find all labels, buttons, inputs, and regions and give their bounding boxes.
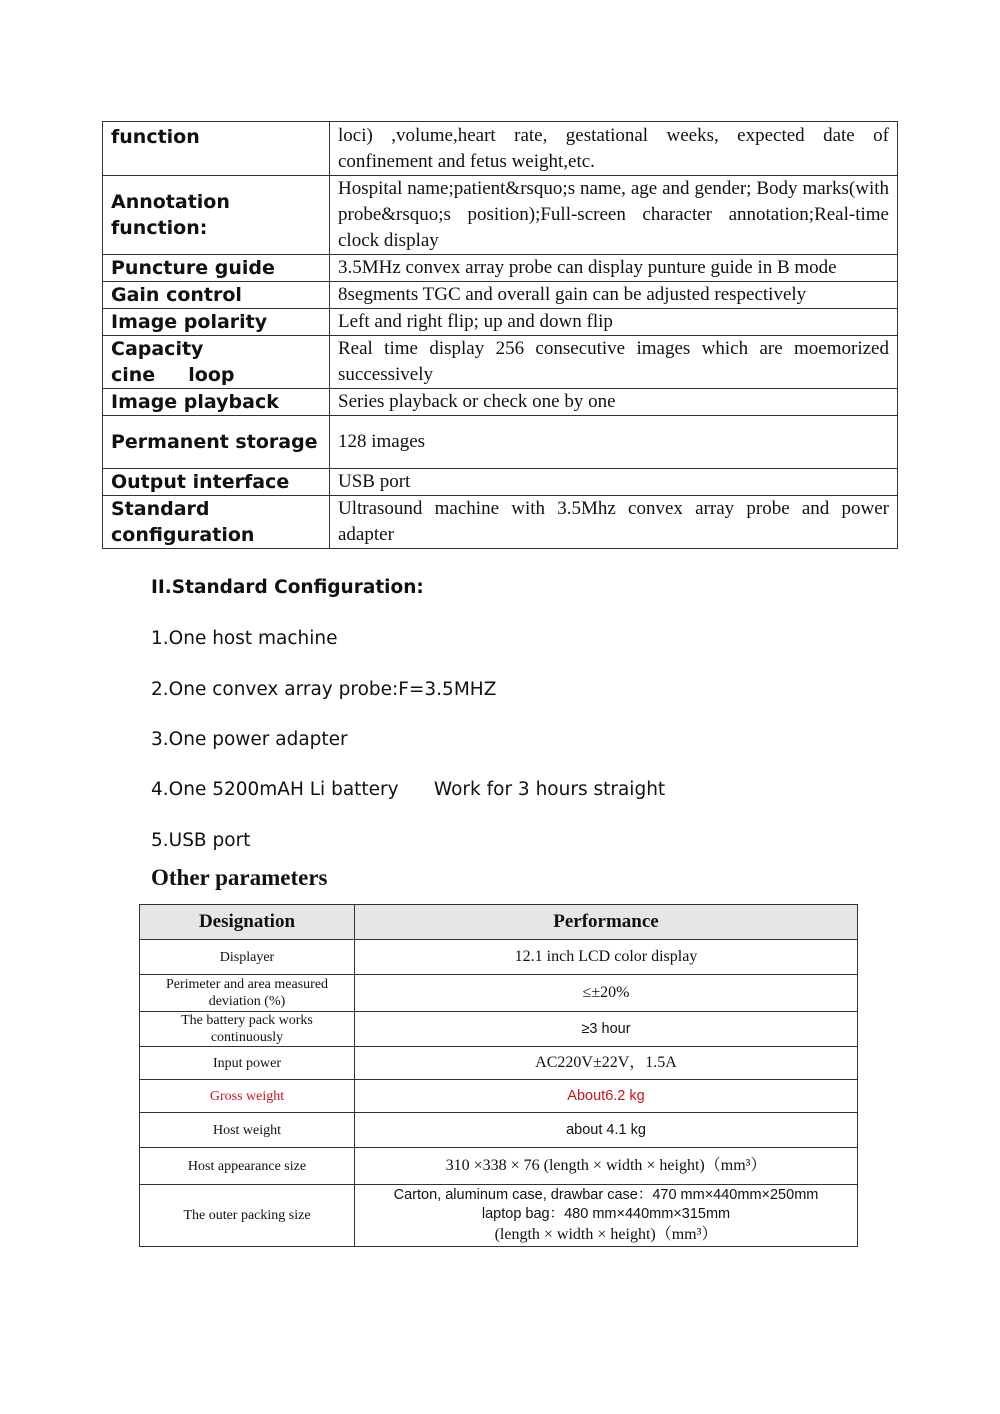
section-title: II.Standard Configuration: [151, 577, 424, 598]
table-row [140, 1012, 858, 1047]
parameters-table [139, 904, 858, 1247]
spec-value: USB port [330, 469, 898, 496]
table-row [140, 1080, 858, 1113]
designation-cell: Displayer [140, 940, 355, 975]
spec-key: Puncture guide [103, 255, 330, 282]
table-header-row [140, 905, 858, 940]
config-item: 4.One 5200mAH Li battery Work for 3 hours straight [151, 779, 666, 800]
performance-cell: AC220V±22V，1.5A [355, 1047, 858, 1080]
column-header-designation: Designation [140, 905, 355, 940]
spec-value: Hospital name;patient&rsquo;s name, age and gender; Body marks(with probe&rsquo;s position);Full-screen character annotation;Real-time clock display [330, 176, 898, 255]
table-row [140, 975, 858, 1012]
column-header-performance: Performance [355, 905, 858, 940]
spec-key: Permanent storage [103, 416, 330, 469]
spec-value: Series playback or check one by one [330, 389, 898, 416]
spec-value: 3.5MHz convex array probe can display punture guide in B mode [330, 255, 898, 282]
spec-value: Real time display 256 consecutive images which are moemorized successively [330, 336, 898, 389]
spec-value: 8segments TGC and overall gain can be adjusted respectively [330, 282, 898, 309]
spec-row [103, 416, 898, 469]
table-row [140, 1185, 858, 1247]
designation-cell: Perimeter and area measured deviation (%) [140, 975, 355, 1012]
spec-key-line: cine loop [111, 364, 235, 386]
packing-line: Carton, aluminum case, drawbar case：470 mm×440mm×250mm [393, 1186, 819, 1203]
spec-key: function [103, 122, 330, 176]
performance-cell: about 4.1 kg [355, 1113, 858, 1148]
spec-value: Ultrasound machine with 3.5Mhz convex array probe and power adapter [330, 496, 898, 549]
spec-value: loci) ,volume,heart rate, gestational weeks, expected date of confinement and fetus weight,etc. [330, 122, 898, 176]
spec-row [103, 389, 898, 416]
spec-row [103, 469, 898, 496]
designation-cell: Input power [140, 1047, 355, 1080]
spec-key: Annotation function: [103, 176, 330, 255]
spec-row [103, 255, 898, 282]
spec-table [102, 121, 898, 549]
config-item: 2.One convex array probe:F=3.5MHZ [151, 679, 497, 700]
performance-cell [355, 1185, 858, 1247]
designation-cell: Host weight [140, 1113, 355, 1148]
config-item: 1.One host machine [151, 628, 338, 649]
performance-cell: 12.1 inch LCD color display [355, 940, 858, 975]
packing-line: laptop bag：480 mm×440mm×315mm [481, 1205, 731, 1222]
performance-cell: ≤±20% [355, 975, 858, 1012]
performance-cell: 310 ×338 × 76 (length × width × height)（mm³） [355, 1148, 858, 1185]
table-row [140, 940, 858, 975]
spec-row [103, 336, 898, 389]
designation-cell: Gross weight [140, 1080, 355, 1113]
spec-value: 128 images [330, 416, 898, 469]
spec-key: Standard configuration [103, 496, 330, 549]
table-row [140, 1148, 858, 1185]
config-item: 5.USB port [151, 830, 251, 851]
spec-key: Output interface [103, 469, 330, 496]
table-row [140, 1113, 858, 1148]
table-row [140, 1047, 858, 1080]
config-item: 3.One power adapter [151, 729, 348, 750]
spec-row [103, 496, 898, 549]
other-parameters-title: Other parameters [151, 865, 328, 890]
spec-value: Left and right flip; up and down flip [330, 309, 898, 336]
designation-cell: Host appearance size [140, 1148, 355, 1185]
spec-row [103, 309, 898, 336]
performance-cell: About6.2 kg [355, 1080, 858, 1113]
spec-row [103, 176, 898, 255]
spec-key: Image polarity [103, 309, 330, 336]
spec-key [103, 336, 330, 389]
spec-key: Gain control [103, 282, 330, 309]
performance-cell: ≥3 hour [355, 1012, 858, 1047]
spec-key: Image playback [103, 389, 330, 416]
packing-line: (length × width × height)（mm³） [494, 1225, 718, 1243]
spec-row [103, 282, 898, 309]
designation-cell: The outer packing size [140, 1185, 355, 1247]
spec-key-line: Capacity [111, 338, 204, 360]
designation-cell: The battery pack works continuously [140, 1012, 355, 1047]
spec-row [103, 122, 898, 176]
